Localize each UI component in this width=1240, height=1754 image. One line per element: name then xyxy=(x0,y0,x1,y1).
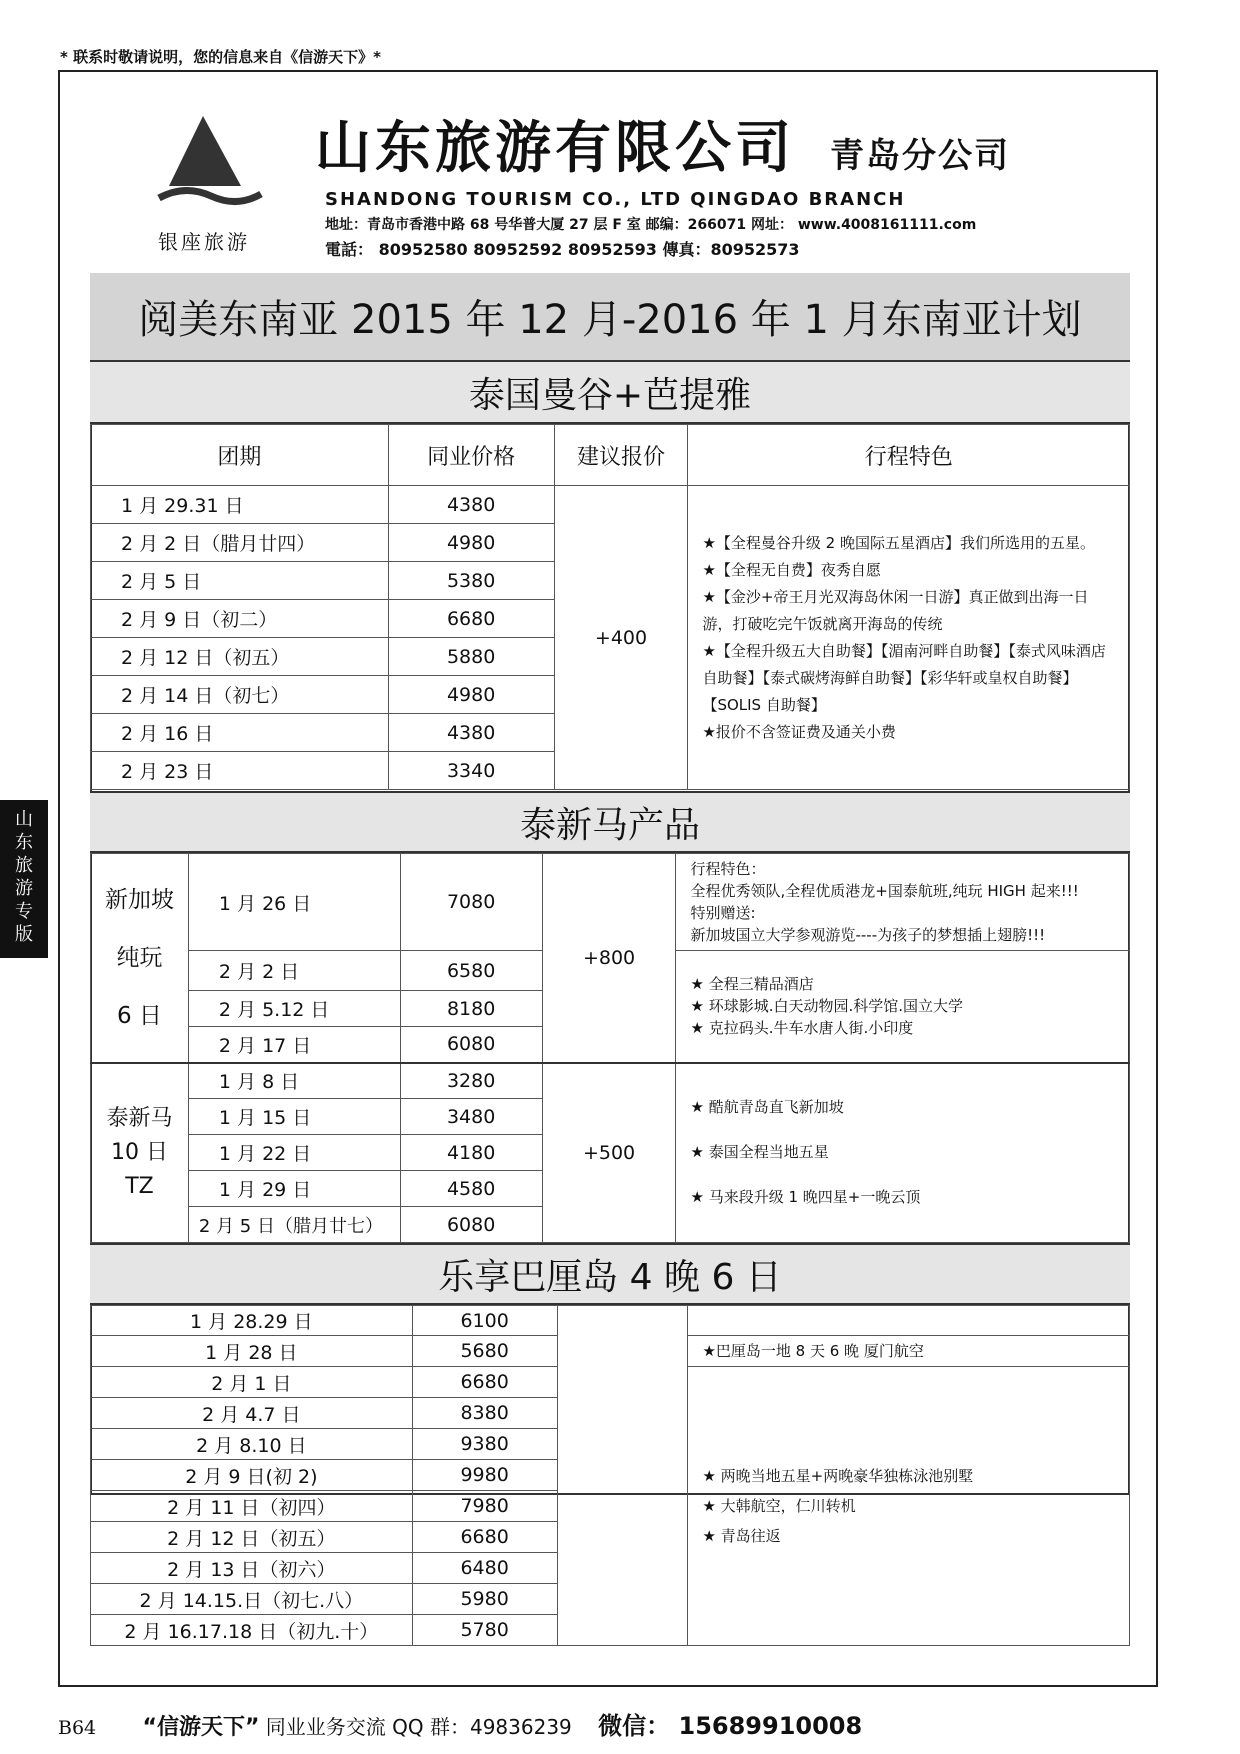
feature-line: ★ 大韩航空，仁川转机 xyxy=(702,1497,856,1515)
sg-notes xyxy=(676,854,1130,951)
tsm-table xyxy=(90,853,1130,1243)
product-name-line: 新加坡 xyxy=(104,886,174,913)
table-cell-markup: +800 xyxy=(542,854,676,1063)
table-cell-date: 1 月 22 日 xyxy=(188,1135,400,1171)
col-header-features: 行程特色 xyxy=(688,425,1130,486)
sg-features xyxy=(676,951,1130,1063)
table-cell-price: 6680 xyxy=(412,1522,557,1553)
company-name-cn: 山东旅游有限公司 xyxy=(315,115,795,181)
table-cell-price: 5380 xyxy=(388,562,554,600)
table-cell-date: 2 月 17 日 xyxy=(188,1027,400,1063)
table-cell-price: 6480 xyxy=(412,1553,557,1584)
table-cell-date: 2 月 14 日（初七） xyxy=(91,676,389,714)
table-cell-price: 4980 xyxy=(388,524,554,562)
table-cell-price: 5780 xyxy=(412,1615,557,1646)
side-tab-char: 旅 xyxy=(15,855,33,876)
page-title: 阅美东南亚 2015 年 12 月-2016 年 1 月东南亚计划 xyxy=(90,273,1130,362)
table-cell-price: 6100 xyxy=(412,1306,557,1336)
table-cell-price: 4580 xyxy=(400,1171,542,1207)
feature-line: ★【全程无自费】夜秀自愿 xyxy=(702,560,881,579)
source-notice: * 联系时敬请说明，您的信息来自《信游天下》* xyxy=(60,48,381,66)
table-cell-price: 6080 xyxy=(400,1027,542,1063)
table-cell-price: 7980 xyxy=(412,1491,557,1522)
table-cell-price: 9380 xyxy=(412,1429,557,1460)
table-cell-price: 3280 xyxy=(400,1063,542,1099)
table-cell-date: 2 月 8.10 日 xyxy=(91,1429,413,1460)
bali-air-note: ★巴厘岛一地 8 天 6 晚 厦门航空 xyxy=(688,1336,1130,1367)
table-cell-price: 5980 xyxy=(412,1584,557,1615)
side-tab-char: 版 xyxy=(15,924,33,945)
table-cell-price: 6580 xyxy=(400,951,542,991)
footer-brand: “信游天下” xyxy=(142,1715,260,1740)
table-cell-date: 2 月 12 日（初五） xyxy=(91,1522,413,1553)
footer-qq: 同业业务交流 QQ 群：49836239 xyxy=(265,1715,572,1739)
tsm10-features xyxy=(676,1063,1130,1243)
tsm-heading: 泰新马产品 xyxy=(90,791,1130,853)
col-header-suggested-price: 建议报价 xyxy=(554,425,688,486)
sail-logo-icon xyxy=(155,112,265,212)
side-tab-char: 东 xyxy=(15,832,33,853)
side-tab-char: 山 xyxy=(15,809,33,830)
feature-line: ★ 两晚当地五星+两晚豪华独栋泳池别墅 xyxy=(702,1467,974,1485)
company-name-en: SHANDONG TOURISM CO., LTD QINGDAO BRANCH xyxy=(325,189,906,210)
table-cell-price: 8380 xyxy=(412,1398,557,1429)
side-tab-char: 专 xyxy=(15,901,33,922)
table-cell-price: 4380 xyxy=(388,714,554,752)
tsm10-product-name xyxy=(91,1063,189,1243)
feature-line: ★ 马来段升级 1 晚四星+一晚云顶 xyxy=(690,1188,921,1207)
note-line: 新加坡国立大学参观游览----为孩子的梦想插上翅膀!!! xyxy=(690,926,1046,944)
feature-line: ★ 泰国全程当地五星 xyxy=(690,1143,829,1162)
bali-features xyxy=(688,1367,1130,1646)
footer xyxy=(58,1706,862,1741)
product-name-line: 6 日 xyxy=(116,1002,162,1029)
table-cell-date: 2 月 16 日 xyxy=(91,714,389,752)
feature-line: ★ 酷航青岛直飞新加坡 xyxy=(690,1098,844,1117)
table-cell-date: 1 月 28.29 日 xyxy=(91,1306,413,1336)
table-cell-price: 9980 xyxy=(412,1460,557,1491)
side-tab-char: 游 xyxy=(15,878,33,899)
table-cell-price: 5680 xyxy=(412,1336,557,1367)
feature-line: ★ 全程三精品酒店 xyxy=(690,975,814,994)
table-cell-date: 2 月 5 日（腊月廿七） xyxy=(188,1207,400,1243)
thai-heading: 泰国曼谷+芭提雅 xyxy=(90,362,1130,424)
feature-line: ★ 环球影城.白天动物园.科学馆.国立大学 xyxy=(690,997,964,1016)
footer-wechat: 微信： 15689910008 xyxy=(598,1712,863,1740)
table-cell-price: 4980 xyxy=(388,676,554,714)
table-cell-markup: +500 xyxy=(542,1063,676,1243)
note-line: 行程特色： xyxy=(690,860,766,878)
side-tab xyxy=(0,800,48,958)
table-cell-price: 3480 xyxy=(400,1099,542,1135)
col-header-date: 团期 xyxy=(91,425,389,486)
table-cell-price: 3340 xyxy=(388,752,554,790)
bali-heading: 乐享巴厘岛 4 晚 6 日 xyxy=(90,1243,1130,1305)
product-name-line: TZ xyxy=(125,1173,154,1199)
thai-table xyxy=(90,424,1130,790)
table-cell-markup-empty xyxy=(557,1306,688,1646)
table-cell-date: 1 月 8 日 xyxy=(188,1063,400,1099)
table-cell-price: 4380 xyxy=(388,486,554,524)
table-cell-date: 1 月 26 日 xyxy=(188,854,400,951)
phone-line: 電話： 80952580 80952592 80952593 傳真：80952573 xyxy=(325,240,800,259)
table-cell-empty xyxy=(688,1306,1130,1336)
product-name-line: 泰新马 xyxy=(106,1105,173,1131)
feature-line: ★【金沙+帝王月光双海岛休闲一日游】真正做到出海一日游，打破吃完午饭就离开海岛的传统 xyxy=(702,587,1089,633)
table-cell-date: 2 月 1 日 xyxy=(91,1367,413,1398)
table-cell-date: 1 月 29.31 日 xyxy=(91,486,389,524)
table-cell-date: 2 月 9 日（初二） xyxy=(91,600,389,638)
table-cell-date: 2 月 11 日（初四） xyxy=(91,1491,413,1522)
page-number: B64 xyxy=(58,1717,97,1739)
table-cell-date: 2 月 12 日（初五） xyxy=(91,638,389,676)
table-cell-date: 2 月 2 日 xyxy=(188,951,400,991)
table-cell-date: 2 月 23 日 xyxy=(91,752,389,790)
table-cell-date: 1 月 29 日 xyxy=(188,1171,400,1207)
table-cell-price: 4180 xyxy=(400,1135,542,1171)
table-cell-date: 1 月 15 日 xyxy=(188,1099,400,1135)
table-cell-markup: +400 xyxy=(554,486,688,790)
feature-line: ★报价不含签证费及通关小费 xyxy=(702,722,896,741)
table-cell-date: 1 月 28 日 xyxy=(91,1336,413,1367)
table-cell-price: 6680 xyxy=(388,600,554,638)
table-cell-price: 6080 xyxy=(400,1207,542,1243)
logo-caption: 银座旅游 xyxy=(158,230,250,254)
table-cell-price: 6680 xyxy=(412,1367,557,1398)
table-cell-date: 2 月 5 日 xyxy=(91,562,389,600)
branch-name-cn: 青岛分公司 xyxy=(830,136,1010,176)
note-line: 特别赠送: xyxy=(690,904,756,922)
feature-line: ★【全程曼谷升级 2 晚国际五星酒店】我们所选用的五星。 xyxy=(702,533,1095,552)
address-line: 地址：青岛市香港中路 68 号华普大厦 27 层 F 室 邮编：266071 网址： www.4008161111.com xyxy=(325,217,977,233)
table-cell-price: 8180 xyxy=(400,991,542,1027)
bali-table xyxy=(90,1305,1130,1646)
feature-line: ★ 青岛往返 xyxy=(702,1527,781,1545)
table-cell-date: 2 月 2 日（腊月廿四） xyxy=(91,524,389,562)
table-cell-date: 2 月 5.12 日 xyxy=(188,991,400,1027)
table-cell-date: 2 月 4.7 日 xyxy=(91,1398,413,1429)
table-cell-date: 2 月 16.17.18 日（初九.十） xyxy=(91,1615,413,1646)
thai-features xyxy=(688,486,1130,790)
table-cell-date: 2 月 9 日(初 2) xyxy=(91,1460,413,1491)
table-cell-date: 2 月 14.15.日（初七.八） xyxy=(91,1584,413,1615)
product-name-line: 10 日 xyxy=(110,1139,168,1165)
product-name-line: 纯玩 xyxy=(116,944,163,971)
note-line: 全程优秀领队,全程优质港龙+国泰航班,纯玩 HIGH 起来!!! xyxy=(690,882,1079,900)
table-cell-price: 5880 xyxy=(388,638,554,676)
col-header-trade-price: 同业价格 xyxy=(388,425,554,486)
table-cell-price: 7080 xyxy=(400,854,542,951)
feature-line: ★ 克拉码头.牛车水唐人街.小印度 xyxy=(690,1019,914,1038)
sg-product-name xyxy=(91,854,189,1063)
feature-line: ★【全程升级五大自助餐】【湄南河畔自助餐】【泰式风味酒店自助餐】【泰式碳烤海鲜自助餐】【彩华轩或皇权自助餐】【SOLIS 自助餐】 xyxy=(702,641,1106,714)
table-cell-date: 2 月 13 日（初六） xyxy=(91,1553,413,1584)
